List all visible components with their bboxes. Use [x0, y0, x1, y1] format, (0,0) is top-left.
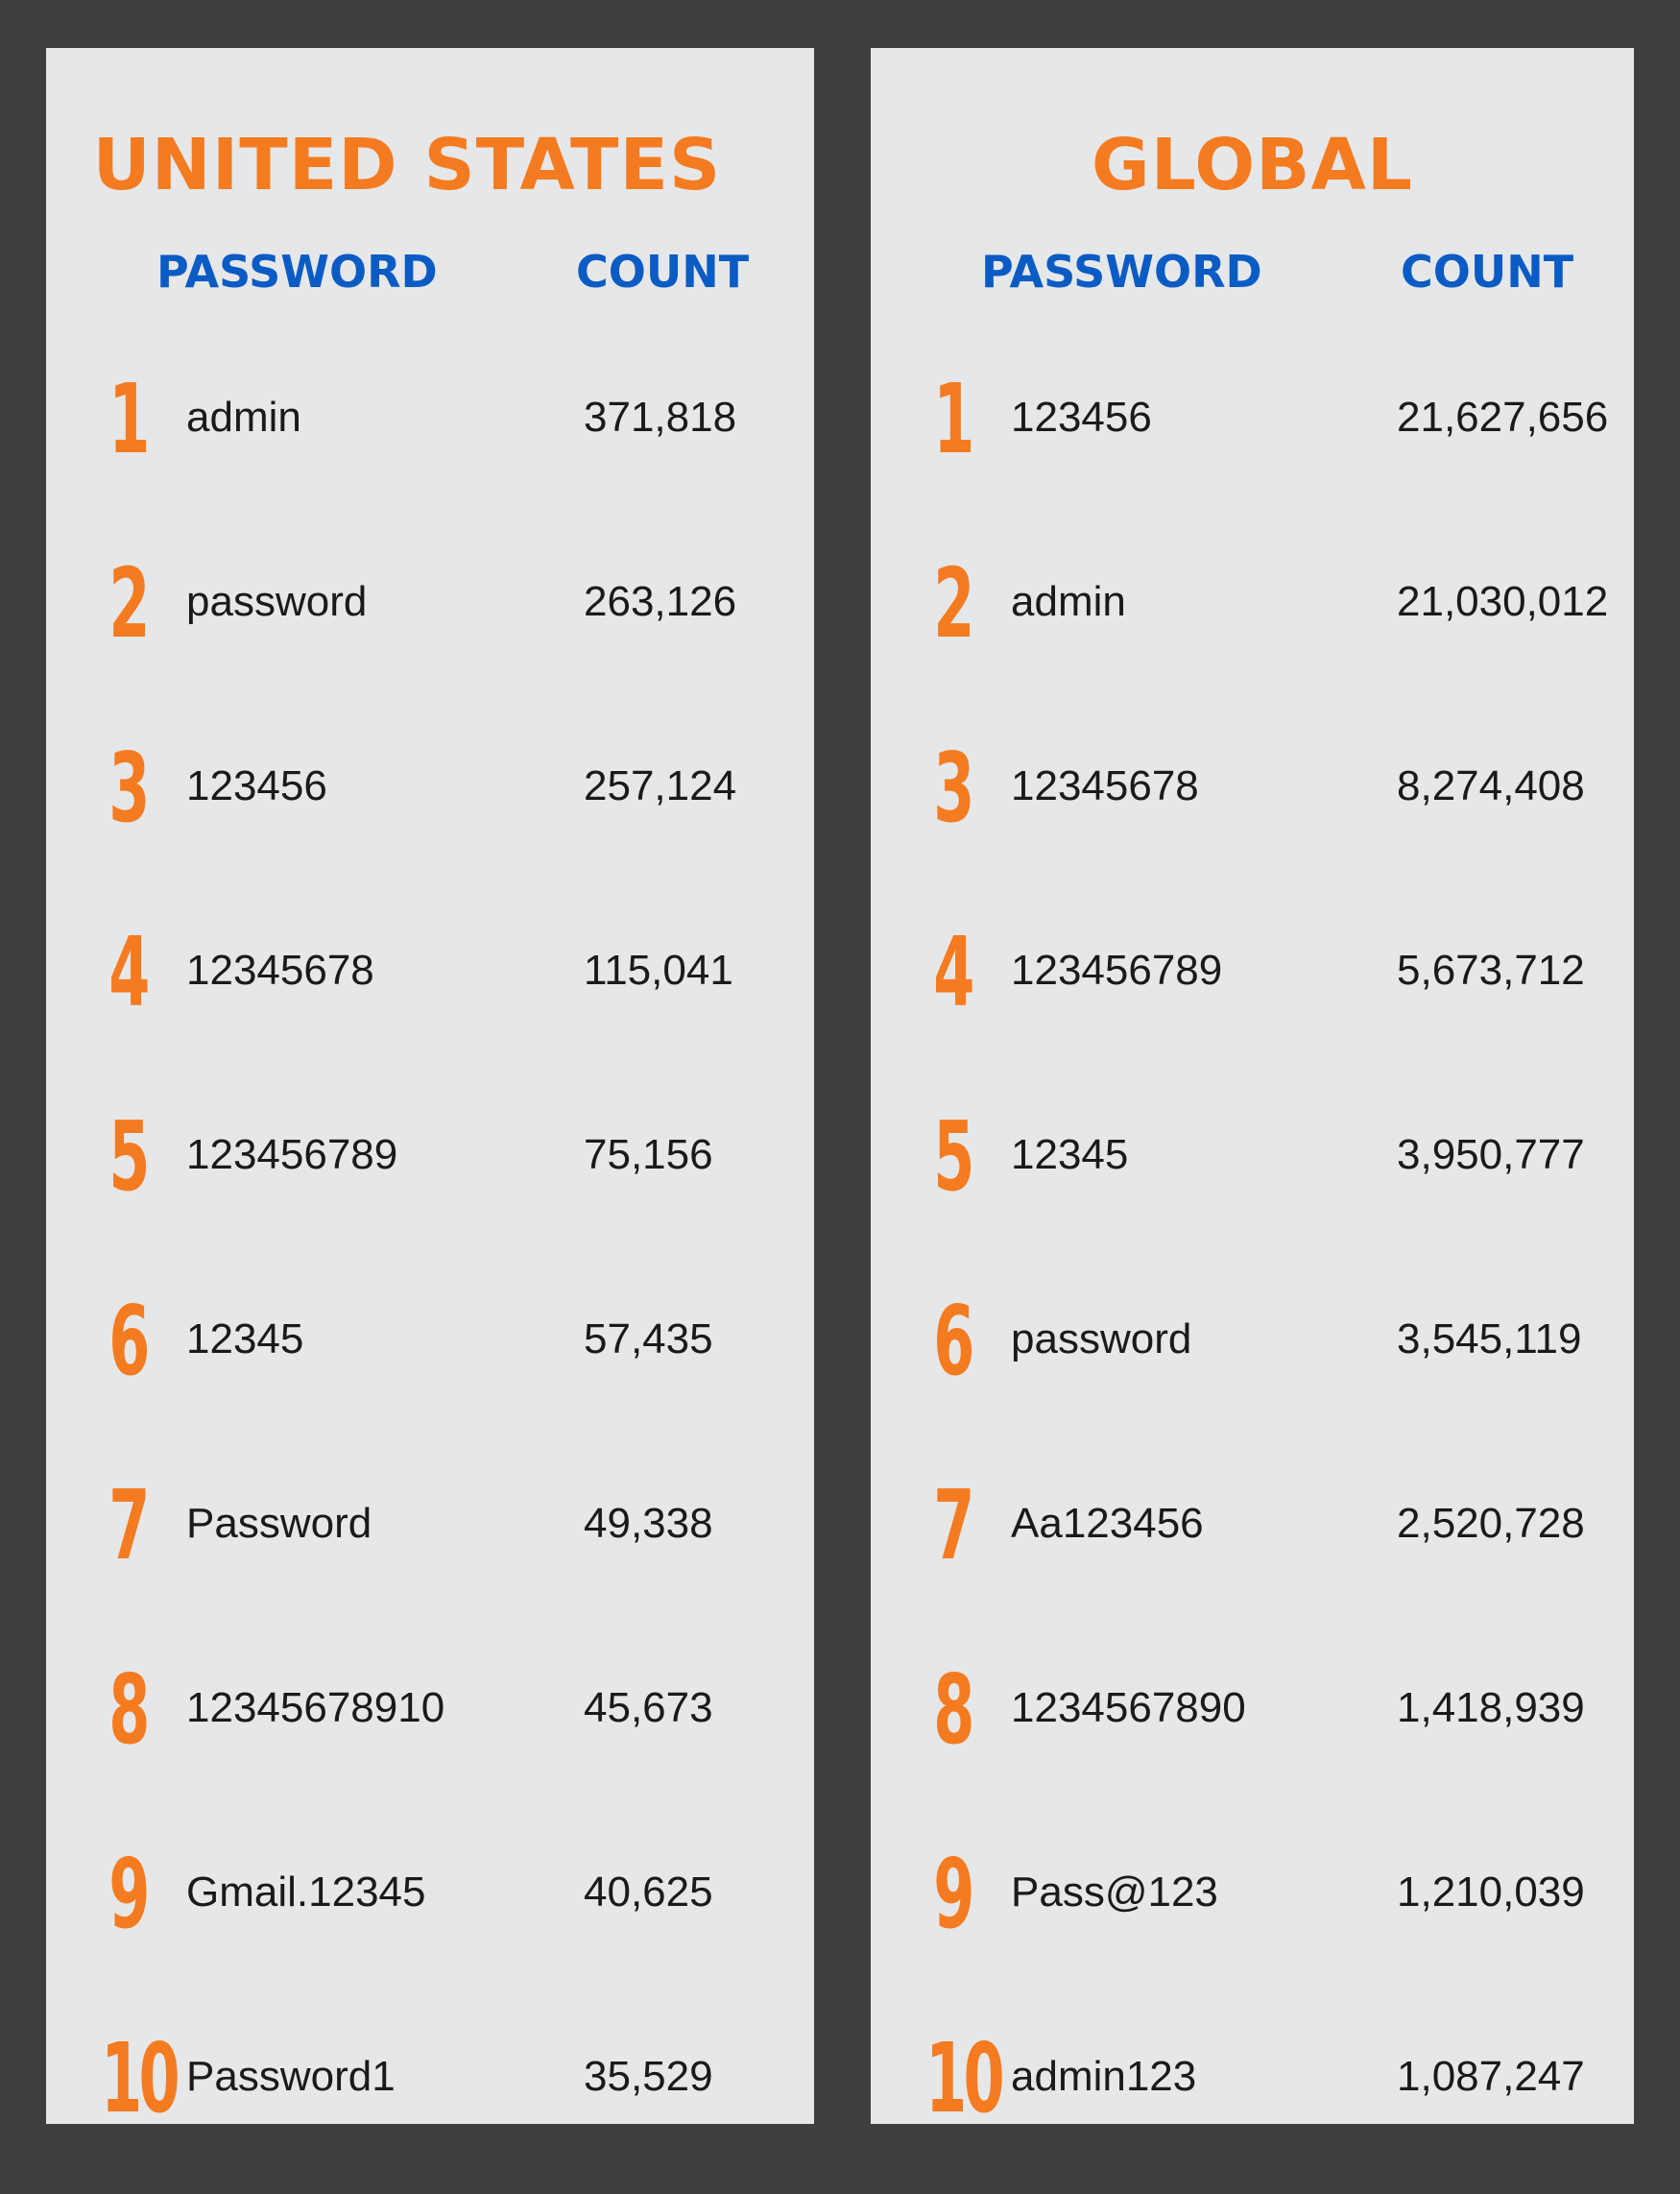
rank-number: 2	[933, 547, 972, 660]
panel-title: GLOBAL	[1092, 124, 1413, 206]
password-value: 12345	[1011, 1131, 1129, 1178]
count-value: 3,545,119	[1397, 1315, 1582, 1362]
password-value: 12345	[186, 1315, 304, 1362]
rank-number: 4	[108, 916, 147, 1028]
count-value: 75,156	[584, 1131, 713, 1178]
count-column-header: COUNT	[576, 246, 750, 298]
password-value: password	[1011, 1315, 1192, 1362]
list-item	[871, 1641, 1634, 1825]
password-column-header: PASSWORD	[156, 246, 438, 298]
rank-number: 6	[933, 1285, 972, 1397]
list-item	[871, 1088, 1634, 1272]
list-item	[46, 1641, 814, 1825]
list-item	[871, 904, 1634, 1088]
rank-number: 1	[933, 363, 972, 475]
list-item	[871, 719, 1634, 904]
password-value: 1234567890	[1011, 1684, 1246, 1731]
rank-number: 7	[933, 1469, 972, 1581]
password-value: admin123	[1011, 2053, 1197, 2100]
password-value: 123456789	[1011, 947, 1223, 994]
list-item	[871, 1457, 1634, 1641]
rank-number: 9	[108, 1838, 147, 1950]
count-value: 49,338	[584, 1500, 713, 1547]
list-item	[46, 535, 814, 719]
count-value: 115,041	[584, 947, 733, 994]
count-value: 1,210,039	[1397, 1869, 1585, 1916]
global-panel	[871, 48, 1634, 2134]
rank-number: 3	[933, 732, 972, 844]
rank-number: 5	[933, 1100, 972, 1213]
list-item	[46, 1457, 814, 1641]
list-item	[46, 2010, 814, 2194]
password-value: 12345678	[186, 947, 374, 994]
count-value: 8,274,408	[1397, 762, 1585, 809]
panel-title: UNITED STATES	[92, 124, 722, 206]
count-value: 40,625	[584, 1869, 713, 1916]
password-value: Pass@123	[1011, 1869, 1218, 1916]
password-value: 123456	[1011, 394, 1152, 441]
count-value: 35,529	[584, 2053, 713, 2100]
rank-number: 8	[108, 1653, 147, 1766]
count-column-header: COUNT	[1401, 246, 1574, 298]
password-value: 12345678	[1011, 762, 1199, 809]
password-value: Gmail.12345	[186, 1869, 426, 1916]
list-item	[46, 350, 814, 535]
password-column-header: PASSWORD	[981, 246, 1262, 298]
list-item	[46, 904, 814, 1088]
count-value: 45,673	[584, 1684, 713, 1731]
rank-number: 3	[108, 732, 147, 844]
list-item	[46, 719, 814, 904]
count-value: 1,087,247	[1397, 2053, 1585, 2100]
united-states-panel	[46, 48, 814, 2134]
rank-number: 5	[108, 1100, 147, 1213]
count-value: 57,435	[584, 1315, 713, 1362]
list-item	[46, 1272, 814, 1457]
count-value: 3,950,777	[1397, 1131, 1585, 1178]
password-value: password	[186, 578, 368, 625]
list-item	[46, 1825, 814, 2010]
list-item	[871, 1272, 1634, 1457]
rank-number: 6	[108, 1285, 147, 1397]
rank-number: 4	[933, 916, 972, 1028]
password-value: Password	[186, 1500, 372, 1547]
count-value: 371,818	[584, 394, 737, 441]
rank-number: 10	[101, 2022, 177, 2134]
count-value: 263,126	[584, 578, 737, 625]
list-item	[871, 350, 1634, 535]
rank-number: 2	[108, 547, 147, 660]
count-value: 1,418,939	[1397, 1684, 1585, 1731]
count-value: 2,520,728	[1397, 1500, 1585, 1547]
count-value: 257,124	[584, 762, 737, 809]
list-item	[871, 2010, 1634, 2194]
password-value: 12345678910	[186, 1684, 445, 1731]
rank-number: 1	[108, 363, 147, 475]
list-item	[871, 535, 1634, 719]
password-value: admin	[1011, 578, 1126, 625]
list-item	[871, 1825, 1634, 2010]
count-value: 21,627,656	[1397, 394, 1609, 441]
rank-number: 10	[925, 2022, 1001, 2134]
rank-number: 7	[108, 1469, 147, 1581]
password-value: admin	[186, 394, 301, 441]
rank-number: 9	[933, 1838, 972, 1950]
password-value: Password1	[186, 2053, 396, 2100]
password-list	[871, 350, 1634, 2194]
password-value: 123456789	[186, 1131, 398, 1178]
password-value: Aa123456	[1011, 1500, 1204, 1547]
list-item	[46, 1088, 814, 1272]
count-value: 5,673,712	[1397, 947, 1585, 994]
count-value: 21,030,012	[1397, 578, 1609, 625]
rank-number: 8	[933, 1653, 972, 1766]
password-list	[46, 350, 814, 2194]
password-value: 123456	[186, 762, 327, 809]
